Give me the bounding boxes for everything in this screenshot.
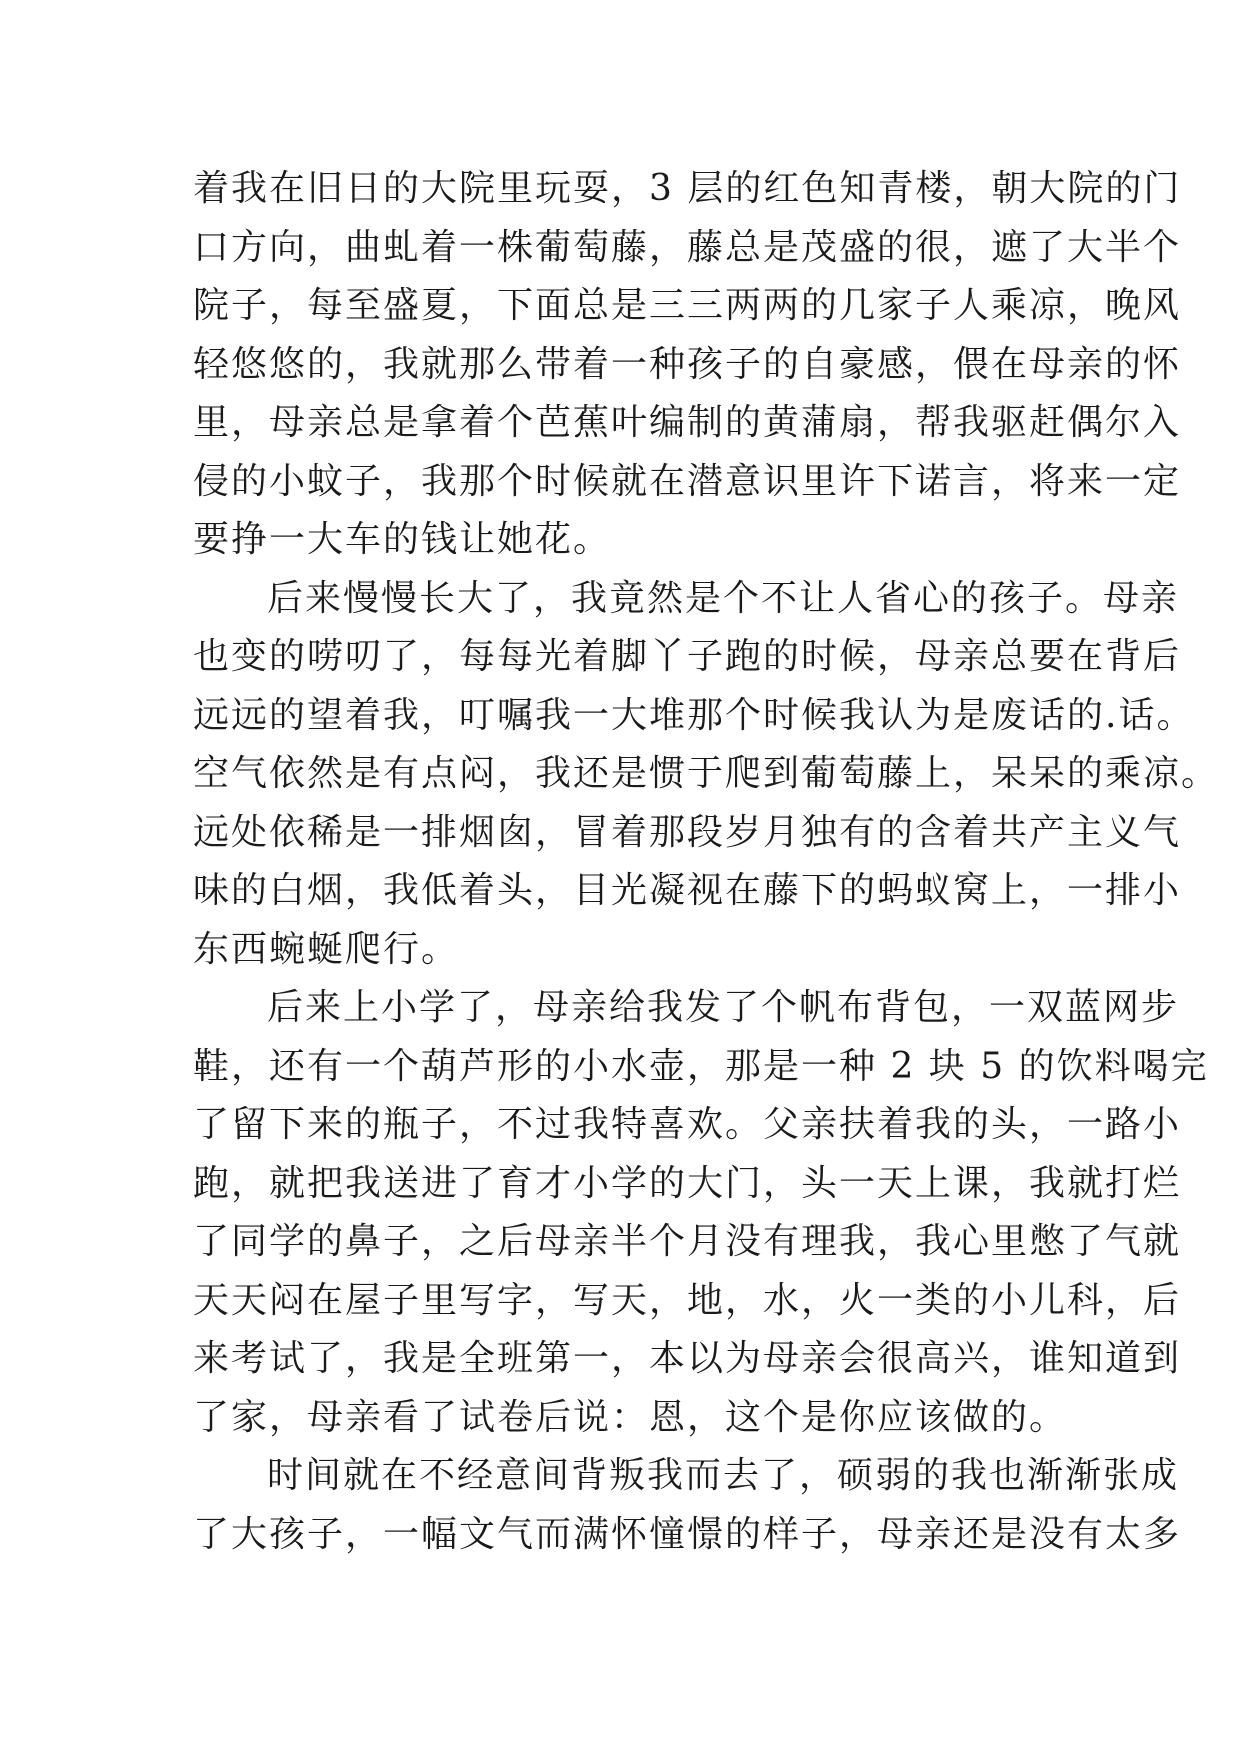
text-line: 侵的小蚊子，我那个时候就在潜意识里许下诺言，将来一定: [193, 460, 1182, 502]
text-line: 空气依然是有点闷，我还是惯于爬到葡萄藤上，呆呆的乘凉。: [193, 753, 1220, 794]
text-line: 了留下来的瓶子，不过我特喜欢。父亲扶着我的头，一路小: [193, 1104, 1182, 1145]
text-line: 后来上小学了，母亲给我发了个帆布背包，一双蓝网步: [267, 987, 1180, 1028]
text-line: 味的白烟，我低着头，目光凝视在藤下的蚂蚁窝上，一排小: [193, 870, 1182, 911]
text-line: 东西蜿蜒爬行。: [193, 928, 460, 970]
text-line: 远远的望着我，叮嘱我一大堆那个时候我认为是废话的.话。: [193, 694, 1195, 736]
text-line: 着我在旧日的大院里玩耍，3 层的红色知青楼，朝大院的门: [193, 168, 1182, 209]
text-line: 口方向，曲虬着一株葡萄藤，藤总是茂盛的很，遮了大半个: [193, 226, 1182, 268]
paragraph: [193, 1447, 1182, 1564]
text-line: 跑，就把我送进了育才小学的大门，头一天上课，我就打烂: [193, 1162, 1182, 1204]
text-line: 轻悠悠的，我就那么带着一种孩子的自豪感，偎在母亲的怀: [193, 343, 1182, 385]
text-line: 后来慢慢长大了，我竟然是个不让人省心的孩子。母亲: [267, 577, 1180, 619]
text-line: 里，母亲总是拿着个芭蕉叶编制的黄蒲扇，帮我驱赶偶尔入: [193, 402, 1182, 443]
text-line: 了大孩子，一幅文气而满怀憧憬的样子，母亲还是没有太多: [193, 1513, 1182, 1555]
text-line: 了家，母亲看了试卷后说：恩，这个是你应该做的。: [193, 1396, 1068, 1438]
paragraph: [193, 979, 1209, 1447]
text-line: 鞋，还有一个葫芦形的小水壶，那是一种 2 块 5 的饮料喝完: [193, 1045, 1209, 1087]
paragraph: [193, 160, 1182, 570]
text-line: 院子，每至盛夏，下面总是三三两两的几家子人乘凉，晚风: [193, 285, 1182, 326]
text-line: 了同学的鼻子，之后母亲半个月没有理我，我心里憋了气就: [193, 1221, 1182, 1262]
text-line: 要挣一大车的钱让她花。: [193, 519, 612, 560]
text-line: 远处依稀是一排烟囱，冒着那段岁月独有的含着共产主义气: [193, 811, 1182, 853]
paragraph: [193, 570, 1220, 980]
text-line: 也变的唠叨了，每每光着脚丫子跑的时候，母亲总要在背后: [193, 636, 1182, 677]
document-body: [193, 160, 1220, 1564]
text-line: 来考试了，我是全班第一，本以为母亲会很高兴，谁知道到: [193, 1338, 1182, 1379]
text-line: 时间就在不经意间背叛我而去了，硕弱的我也渐渐张成: [267, 1455, 1180, 1496]
text-line: 天天闷在屋子里写字，写天，地，水，火一类的小儿科，后: [193, 1279, 1182, 1321]
